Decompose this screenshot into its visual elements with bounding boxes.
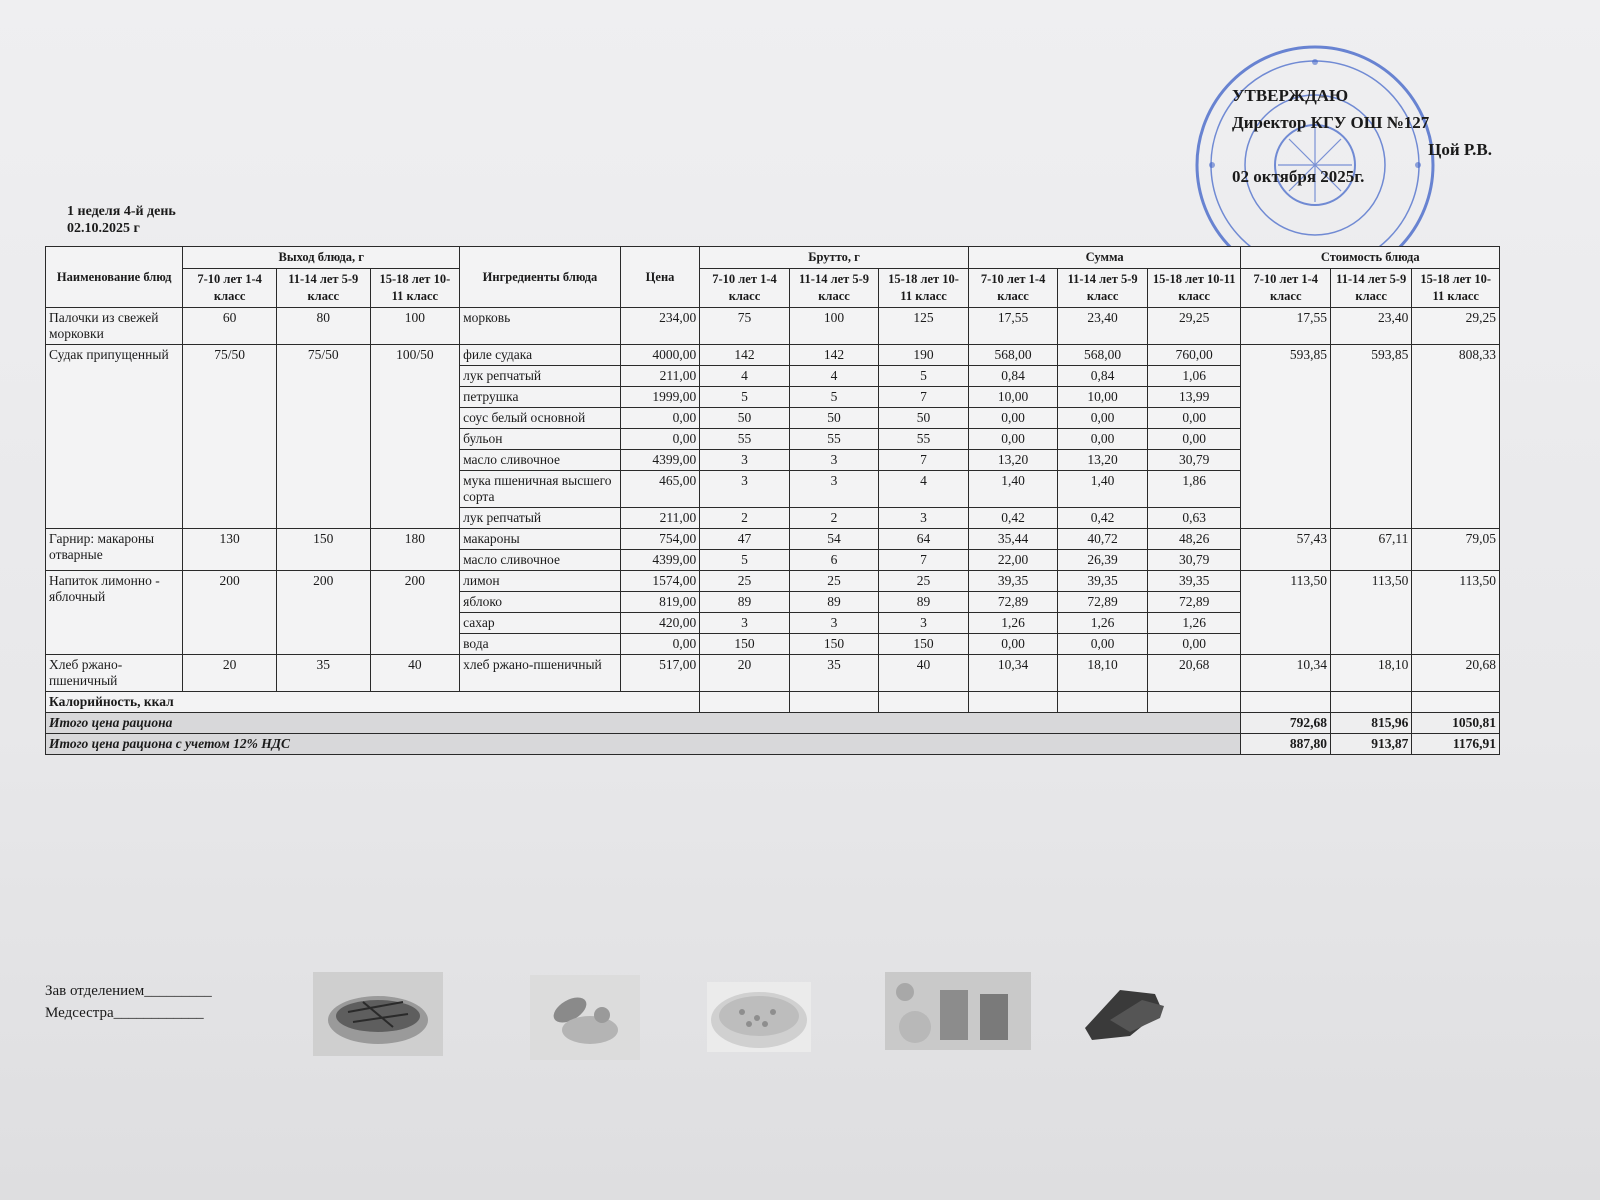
dish-cost: 18,10 xyxy=(1331,655,1412,692)
ingredient-sum: 0,00 xyxy=(968,634,1058,655)
ingredient-sum: 568,00 xyxy=(968,345,1058,366)
ingredient-name: яблоко xyxy=(460,592,621,613)
total-vat-row-value: 913,87 xyxy=(1331,734,1412,755)
ingredient-price: 4399,00 xyxy=(620,450,699,471)
total-vat-row-value: 1176,91 xyxy=(1412,734,1500,755)
ingredient-sum: 29,25 xyxy=(1147,308,1241,345)
ingredient-brutto: 3 xyxy=(879,613,969,634)
dish-cost: 20,68 xyxy=(1412,655,1500,692)
col-brutto-group: Брутто, г xyxy=(700,247,969,269)
ingredient-sum: 13,99 xyxy=(1147,387,1241,408)
ingredient-brutto: 40 xyxy=(879,655,969,692)
ingredient-price: 819,00 xyxy=(620,592,699,613)
ingredient-sum: 1,40 xyxy=(968,471,1058,508)
ingredient-price: 234,00 xyxy=(620,308,699,345)
ingredient-brutto: 47 xyxy=(700,529,790,550)
ingredient-brutto: 3 xyxy=(789,613,879,634)
calories-row xyxy=(46,692,1500,713)
ingredient-sum: 48,26 xyxy=(1147,529,1241,550)
ingredient-brutto: 50 xyxy=(879,408,969,429)
ingredient-brutto: 20 xyxy=(700,655,790,692)
ingredient-sum: 30,79 xyxy=(1147,450,1241,471)
ingredient-sum: 0,00 xyxy=(968,429,1058,450)
ingredient-sum: 0,63 xyxy=(1147,508,1241,529)
col-price: Цена xyxy=(620,247,699,308)
total-row-label: Итого цена рациона xyxy=(46,713,1241,734)
ingredient-price: 211,00 xyxy=(620,508,699,529)
ingredient-brutto: 5 xyxy=(789,387,879,408)
dish-name: Палочки из свежей морковки xyxy=(46,308,183,345)
ingredient-sum: 13,20 xyxy=(1058,450,1148,471)
ingredient-sum: 13,20 xyxy=(968,450,1058,471)
total-vat-row-value: 887,80 xyxy=(1241,734,1331,755)
ingredient-brutto: 150 xyxy=(879,634,969,655)
dish-output: 200 xyxy=(276,571,370,655)
ingredient-name: лук репчатый xyxy=(460,508,621,529)
ingredient-sum: 760,00 xyxy=(1147,345,1241,366)
ingredient-price: 0,00 xyxy=(620,429,699,450)
ingredient-name: вода xyxy=(460,634,621,655)
ingredient-sum: 10,00 xyxy=(968,387,1058,408)
dish-cost: 113,50 xyxy=(1331,571,1412,655)
ingredient-sum: 0,00 xyxy=(968,408,1058,429)
col-sum-age3: 15-18 лет 10-11 класс xyxy=(1147,269,1241,308)
ingredient-brutto: 3 xyxy=(700,450,790,471)
col-sum-group: Сумма xyxy=(968,247,1241,269)
dish-output: 75/50 xyxy=(276,345,370,529)
ingredient-sum: 1,06 xyxy=(1147,366,1241,387)
ingredient-sum: 39,35 xyxy=(1058,571,1148,592)
head-signature-line: Зав отделением_________ xyxy=(45,983,212,999)
ingredient-name: соус белый основной xyxy=(460,408,621,429)
col-output-age2: 11-14 лет 5-9 класс xyxy=(276,269,370,308)
ingredient-sum: 0,42 xyxy=(1058,508,1148,529)
ingredient-price: 0,00 xyxy=(620,634,699,655)
table-row xyxy=(46,655,1500,692)
menu-date-label: 02.10.2025 г xyxy=(67,221,140,236)
ingredient-sum: 1,86 xyxy=(1147,471,1241,508)
col-sum-age2: 11-14 лет 5-9 класс xyxy=(1058,269,1148,308)
ingredient-brutto: 25 xyxy=(879,571,969,592)
approval-director: Директор КГУ ОШ №127 xyxy=(1232,113,1430,132)
ingredient-brutto: 4 xyxy=(789,366,879,387)
ingredient-sum: 0,00 xyxy=(1058,408,1148,429)
dish-name: Хлеб ржано-пшеничный xyxy=(46,655,183,692)
bread-photo xyxy=(1080,980,1170,1042)
ingredient-sum: 72,89 xyxy=(1058,592,1148,613)
ingredient-name: лимон xyxy=(460,571,621,592)
calories-cell xyxy=(1412,692,1500,713)
ingredient-price: 420,00 xyxy=(620,613,699,634)
ingredient-brutto: 6 xyxy=(789,550,879,571)
col-cost-age1: 7-10 лет 1-4 класс xyxy=(1241,269,1331,308)
ingredient-name: масло сливочное xyxy=(460,450,621,471)
ingredient-brutto: 150 xyxy=(789,634,879,655)
dish-output: 180 xyxy=(370,529,460,571)
dish-cost: 113,50 xyxy=(1241,571,1331,655)
ingredient-name: масло сливочное xyxy=(460,550,621,571)
total-row-value: 792,68 xyxy=(1241,713,1331,734)
ingredient-brutto: 75 xyxy=(700,308,790,345)
ingredient-sum: 35,44 xyxy=(968,529,1058,550)
dish-cost: 67,11 xyxy=(1331,529,1412,571)
ingredient-brutto: 50 xyxy=(789,408,879,429)
dish-output: 35 xyxy=(276,655,370,692)
dish-cost: 10,34 xyxy=(1241,655,1331,692)
ingredient-brutto: 7 xyxy=(879,550,969,571)
lemon-apple-drink-photo xyxy=(885,972,1031,1050)
calories-cell xyxy=(700,692,790,713)
ingredient-name: морковь xyxy=(460,308,621,345)
ingredient-name: мука пшеничная высшего сорта xyxy=(460,471,621,508)
ingredient-sum: 0,00 xyxy=(1058,634,1148,655)
ingredient-brutto: 7 xyxy=(879,387,969,408)
dish-name: Судак припущенный xyxy=(46,345,183,529)
dish-cost: 17,55 xyxy=(1241,308,1331,345)
ingredient-brutto: 5 xyxy=(700,550,790,571)
ingredient-sum: 10,00 xyxy=(1058,387,1148,408)
nurse-signature-line: Медсестра____________ xyxy=(45,1005,204,1021)
ingredient-sum: 26,39 xyxy=(1058,550,1148,571)
ingredient-brutto: 2 xyxy=(789,508,879,529)
fish-photo xyxy=(530,975,640,1060)
ingredient-sum: 20,68 xyxy=(1147,655,1241,692)
ingredient-brutto: 55 xyxy=(700,429,790,450)
ingredient-brutto: 3 xyxy=(789,450,879,471)
ingredient-sum: 17,55 xyxy=(968,308,1058,345)
ingredient-brutto: 4 xyxy=(879,471,969,508)
menu-day-title xyxy=(67,203,176,237)
ingredient-brutto: 89 xyxy=(879,592,969,613)
calories-cell xyxy=(1058,692,1148,713)
approval-title: УТВЕРЖДАЮ xyxy=(1232,86,1349,105)
ingredient-brutto: 35 xyxy=(789,655,879,692)
dish-name: Напиток лимонно - яблочный xyxy=(46,571,183,655)
ingredient-price: 4399,00 xyxy=(620,550,699,571)
ingredient-price: 517,00 xyxy=(620,655,699,692)
dish-output: 130 xyxy=(183,529,277,571)
signatures xyxy=(45,980,212,1024)
ingredient-brutto: 25 xyxy=(700,571,790,592)
dish-output: 40 xyxy=(370,655,460,692)
dish-cost: 23,40 xyxy=(1331,308,1412,345)
col-output-age1: 7-10 лет 1-4 класс xyxy=(183,269,277,308)
pasta-photo xyxy=(707,982,811,1052)
ingredient-sum: 1,26 xyxy=(1058,613,1148,634)
ingredient-sum: 0,00 xyxy=(1147,429,1241,450)
total-vat-row-label: Итого цена рациона с учетом 12% НДС xyxy=(46,734,1241,755)
calories-cell xyxy=(1241,692,1331,713)
total-row xyxy=(46,713,1500,734)
col-cost-group: Стоимость блюда xyxy=(1241,247,1500,269)
ingredient-sum: 30,79 xyxy=(1147,550,1241,571)
col-output-age3: 15-18 лет 10-11 класс xyxy=(370,269,460,308)
ingredient-brutto: 150 xyxy=(700,634,790,655)
ingredient-name: макароны xyxy=(460,529,621,550)
col-brutto-age3: 15-18 лет 10-11 класс xyxy=(879,269,969,308)
ingredient-sum: 40,72 xyxy=(1058,529,1148,550)
ingredient-name: хлеб ржано-пшеничный xyxy=(460,655,621,692)
dish-cost: 79,05 xyxy=(1412,529,1500,571)
ingredient-sum: 18,10 xyxy=(1058,655,1148,692)
ingredient-brutto: 89 xyxy=(700,592,790,613)
ingredient-brutto: 50 xyxy=(700,408,790,429)
ingredient-sum: 1,26 xyxy=(1147,613,1241,634)
dish-cost: 808,33 xyxy=(1412,345,1500,529)
ingredient-sum: 1,40 xyxy=(1058,471,1148,508)
ingredient-name: филе судака xyxy=(460,345,621,366)
ingredient-price: 1574,00 xyxy=(620,571,699,592)
col-brutto-age1: 7-10 лет 1-4 класс xyxy=(700,269,790,308)
ingredient-brutto: 55 xyxy=(879,429,969,450)
calories-cell xyxy=(968,692,1058,713)
ingredient-sum: 0,84 xyxy=(968,366,1058,387)
col-cost-age3: 15-18 лет 10-11 класс xyxy=(1412,269,1500,308)
total-row-value: 815,96 xyxy=(1331,713,1412,734)
ingredient-brutto: 25 xyxy=(789,571,879,592)
ingredient-brutto: 4 xyxy=(700,366,790,387)
ingredient-price: 0,00 xyxy=(620,408,699,429)
approval-block xyxy=(1232,82,1492,190)
total-vat-row xyxy=(46,734,1500,755)
ingredient-brutto: 142 xyxy=(700,345,790,366)
ingredient-sum: 72,89 xyxy=(1147,592,1241,613)
dish-name: Гарнир: макароны отварные xyxy=(46,529,183,571)
ingredient-price: 465,00 xyxy=(620,471,699,508)
total-row-value: 1050,81 xyxy=(1412,713,1500,734)
ingredient-sum: 0,00 xyxy=(1058,429,1148,450)
ingredient-sum: 1,26 xyxy=(968,613,1058,634)
menu-table xyxy=(45,246,1500,755)
ingredient-sum: 10,34 xyxy=(968,655,1058,692)
ingredient-name: сахар xyxy=(460,613,621,634)
ingredient-sum: 0,84 xyxy=(1058,366,1148,387)
ingredient-sum: 0,42 xyxy=(968,508,1058,529)
ingredient-brutto: 89 xyxy=(789,592,879,613)
table-row xyxy=(46,571,1500,592)
col-brutto-age2: 11-14 лет 5-9 класс xyxy=(789,269,879,308)
ingredient-price: 211,00 xyxy=(620,366,699,387)
ingredient-brutto: 7 xyxy=(879,450,969,471)
ingredient-sum: 0,00 xyxy=(1147,408,1241,429)
dish-cost: 113,50 xyxy=(1412,571,1500,655)
col-cost-age2: 11-14 лет 5-9 класс xyxy=(1331,269,1412,308)
ingredient-brutto: 100 xyxy=(789,308,879,345)
dish-output: 20 xyxy=(183,655,277,692)
ingredient-brutto: 3 xyxy=(789,471,879,508)
ingredient-sum: 568,00 xyxy=(1058,345,1148,366)
calories-cell xyxy=(1331,692,1412,713)
table-row xyxy=(46,529,1500,550)
ingredient-name: петрушка xyxy=(460,387,621,408)
ingredient-brutto: 5 xyxy=(879,366,969,387)
dish-cost: 57,43 xyxy=(1241,529,1331,571)
ingredient-sum: 72,89 xyxy=(968,592,1058,613)
ingredient-sum: 39,35 xyxy=(968,571,1058,592)
week-day-label: 1 неделя 4-й день xyxy=(67,204,176,219)
table-row xyxy=(46,345,1500,366)
ingredient-brutto: 2 xyxy=(700,508,790,529)
approval-name: Цой Р.В. xyxy=(1428,140,1492,159)
ingredient-brutto: 125 xyxy=(879,308,969,345)
ingredient-sum: 39,35 xyxy=(1147,571,1241,592)
approval-date: 02 октября 2025г. xyxy=(1232,167,1365,186)
ingredient-brutto: 64 xyxy=(879,529,969,550)
dish-output: 150 xyxy=(276,529,370,571)
ingredient-name: лук репчатый xyxy=(460,366,621,387)
ingredient-brutto: 190 xyxy=(879,345,969,366)
ingredient-sum: 23,40 xyxy=(1058,308,1148,345)
ingredient-brutto: 5 xyxy=(700,387,790,408)
ingredient-price: 754,00 xyxy=(620,529,699,550)
dish-output: 200 xyxy=(370,571,460,655)
col-sum-age1: 7-10 лет 1-4 класс xyxy=(968,269,1058,308)
dish-output: 100 xyxy=(370,308,460,345)
ingredient-brutto: 55 xyxy=(789,429,879,450)
col-dish-name: Наименование блюд xyxy=(46,247,183,308)
ingredient-brutto: 142 xyxy=(789,345,879,366)
ingredient-name: бульон xyxy=(460,429,621,450)
ingredient-price: 1999,00 xyxy=(620,387,699,408)
table-row xyxy=(46,308,1500,345)
ingredient-sum: 0,00 xyxy=(1147,634,1241,655)
dish-cost: 593,85 xyxy=(1331,345,1412,529)
calories-cell xyxy=(789,692,879,713)
dish-output: 60 xyxy=(183,308,277,345)
calories-label: Калорийность, ккал xyxy=(46,692,700,713)
col-output-group: Выход блюда, г xyxy=(183,247,460,269)
dish-cost: 29,25 xyxy=(1412,308,1500,345)
ingredient-brutto: 3 xyxy=(879,508,969,529)
dish-output: 100/50 xyxy=(370,345,460,529)
col-ingredients: Ингредиенты блюда xyxy=(460,247,621,308)
calories-cell xyxy=(879,692,969,713)
ingredient-sum: 22,00 xyxy=(968,550,1058,571)
dish-output: 200 xyxy=(183,571,277,655)
dish-output: 80 xyxy=(276,308,370,345)
dish-output: 75/50 xyxy=(183,345,277,529)
calories-cell xyxy=(1147,692,1241,713)
ingredient-price: 4000,00 xyxy=(620,345,699,366)
ingredient-brutto: 3 xyxy=(700,471,790,508)
ingredient-brutto: 54 xyxy=(789,529,879,550)
ingredient-brutto: 3 xyxy=(700,613,790,634)
dish-cost: 593,85 xyxy=(1241,345,1331,529)
carrot-sticks-photo xyxy=(313,972,443,1056)
